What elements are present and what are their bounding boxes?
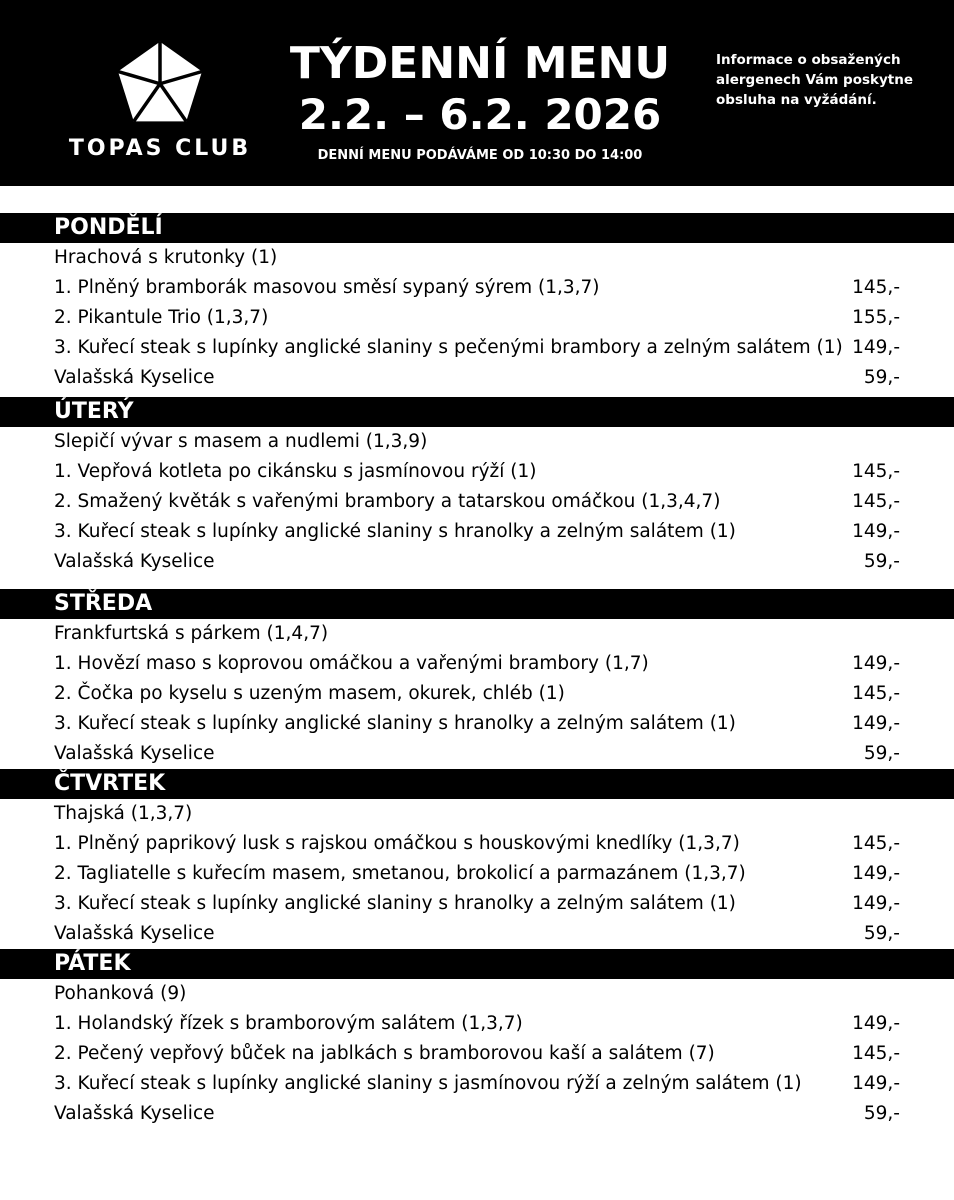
menu-item-name: 1. Hovězí maso s koprovou omáčkou a vařenými brambory (1,7) [54,653,649,674]
soup-row [0,979,954,1009]
logo-text: TOPAS CLUB [68,136,252,161]
menu-item-price: 149,- [852,1013,900,1034]
menu-item-price: 145,- [852,491,900,512]
menu-item-name: 3. Kuřecí steak s lupínky anglické slaniny s pečenými brambory a zelným salátem (1) [54,337,843,358]
allergen-note-line: Informace o obsažených [716,52,901,68]
menu-item-price: 59,- [863,1103,900,1124]
menu-item-price: 149,- [852,893,900,914]
menu-item-name: 3. Kuřecí steak s lupínky anglické slaniny s hranolky a zelným salátem (1) [54,521,736,542]
soup-name: Frankfurtská s párkem (1,4,7) [54,623,329,644]
pentagon-logo-icon [116,40,204,124]
menu-item-name: 2. Pikantule Trio (1,3,7) [54,307,269,328]
menu-item-price: 145,- [852,461,900,482]
menu-item-price: 149,- [852,863,900,884]
menu-item-price: 149,- [852,653,900,674]
day-section [0,213,954,393]
soup-row [0,799,954,829]
menu-item-price: 155,- [852,307,900,328]
day-header: ÚTERÝ [0,397,954,427]
day-header: PONDĚLÍ [0,213,954,243]
menu-item-row [0,363,954,393]
menu-item-row [0,889,954,919]
menu-item-price: 59,- [863,367,900,388]
menu-item-name: 1. Plněný paprikový lusk s rajskou omáčkou s houskovými knedlíky (1,3,7) [54,833,740,854]
menu-item-name: 1. Plněný bramborák masovou směsí sypaný sýrem (1,3,7) [54,277,600,298]
soup-name: Hrachová s krutonky (1) [54,247,278,268]
soup-row [0,619,954,649]
menu-item-name: 2. Čočka po kyselu s uzeným masem, okurek, chléb (1) [54,683,565,704]
menu-item-row [0,1009,954,1039]
menu-item-row [0,919,954,949]
allergen-note [716,50,936,110]
menu-item-row [0,649,954,679]
menu-item-row [0,457,954,487]
menu-item-row [0,273,954,303]
menu-item-row [0,1069,954,1099]
day-header: PÁTEK [0,949,954,979]
day-section [0,589,954,769]
menu-item-name: 2. Tagliatelle s kuřecím masem, smetanou, brokolicí a parmazánem (1,3,7) [54,863,746,884]
logo [60,40,260,161]
menu-item-row [0,517,954,547]
menu-item-price: 145,- [852,277,900,298]
menu-item-price: 145,- [852,683,900,704]
soup-name: Slepičí vývar s masem a nudlemi (1,3,9) [54,431,428,452]
title-block [285,38,675,163]
menu-item-name: Valašská Kyselice [54,367,215,388]
menu-item-name: 3. Kuřecí steak s lupínky anglické slaniny s jasmínovou rýží a zelným salátem (1) [54,1073,802,1094]
menu-item-row [0,333,954,363]
menu-item-price: 59,- [863,923,900,944]
menu-item-name: 3. Kuřecí steak s lupínky anglické slaniny s hranolky a zelným salátem (1) [54,713,736,734]
menu-item-name: Valašská Kyselice [54,551,215,572]
menu-header [0,0,954,186]
date-range: 2.2. – 6.2. 2026 [298,90,662,139]
menu-item-row [0,859,954,889]
menu-item-price: 149,- [852,521,900,542]
menu-item-row [0,547,954,577]
menu-item-name: 1. Vepřová kotleta po cikánsku s jasmínovou rýží (1) [54,461,537,482]
menu-item-price: 149,- [852,713,900,734]
menu-item-price: 59,- [863,551,900,572]
page-title: TÝDENNÍ MENU [289,38,671,89]
menu-item-row [0,679,954,709]
day-header: ČTVRTEK [0,769,954,799]
allergen-note-line: alergenech Vám poskytne [716,72,914,88]
menu-item-row [0,1099,954,1129]
soup-name: Thajská (1,3,7) [54,803,193,824]
menu-item-name: 2. Smažený květák s vařenými brambory a tatarskou omáčkou (1,3,4,7) [54,491,721,512]
menu-item-name: Valašská Kyselice [54,1103,215,1124]
menu-item-row [0,303,954,333]
allergen-note-line: obsluha na vyžádání. [716,92,877,108]
days-list [0,213,954,1129]
menu-item-row [0,1039,954,1069]
soup-row [0,427,954,457]
menu-item-name: Valašská Kyselice [54,743,215,764]
menu-item-name: 1. Holandský řízek s bramborovým salátem (1,3,7) [54,1013,523,1034]
menu-item-price: 149,- [852,1073,900,1094]
menu-item-row [0,739,954,769]
menu-item-price: 145,- [852,833,900,854]
day-section [0,949,954,1129]
day-section [0,769,954,949]
day-header: STŘEDA [0,589,954,619]
menu-item-name: 3. Kuřecí steak s lupínky anglické slaniny s hranolky a zelným salátem (1) [54,893,736,914]
menu-item-price: 145,- [852,1043,900,1064]
menu-item-name: 2. Pečený vepřový bůček na jablkách s bramborovou kaší a salátem (7) [54,1043,715,1064]
menu-item-row [0,709,954,739]
menu-item-row [0,829,954,859]
menu-item-price: 149,- [852,337,900,358]
menu-item-price: 59,- [863,743,900,764]
serving-hours: DENNÍ MENU PODÁVÁME OD 10:30 DO 14:00 [317,148,643,163]
soup-row [0,243,954,273]
menu-item-name: Valašská Kyselice [54,923,215,944]
day-section [0,397,954,577]
menu-item-row [0,487,954,517]
soup-name: Pohanková (9) [54,983,187,1004]
